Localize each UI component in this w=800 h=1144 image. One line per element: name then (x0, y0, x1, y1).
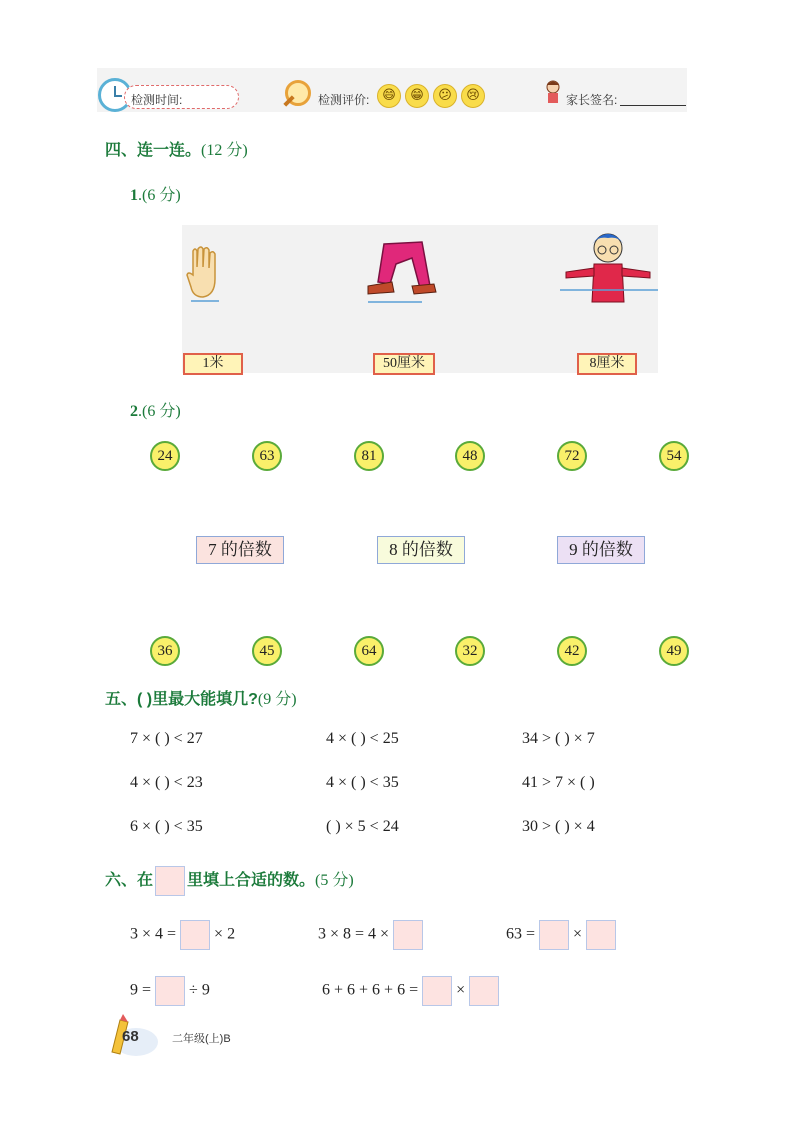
answer-box[interactable] (155, 976, 185, 1006)
equation-1: 3 × 4 = × 2 (130, 920, 235, 950)
number-circle[interactable]: 48 (455, 441, 485, 471)
number-circle[interactable]: 81 (354, 441, 384, 471)
section5-title: 五、( )里最大能填几?(9 分) (105, 691, 297, 708)
parent-sign-line[interactable] (620, 105, 686, 106)
multiples-of-7-box[interactable]: 7 的倍数 (196, 536, 284, 564)
page-number: 68 (122, 1028, 139, 1045)
boy-arms-spread-picture (558, 228, 660, 310)
inequality: 30 > ( ) × 4 (522, 818, 595, 835)
sad-face-icon[interactable]: 😢 (461, 84, 485, 108)
answer-box[interactable] (586, 920, 616, 950)
number-circle[interactable]: 63 (252, 441, 282, 471)
parent-sign-label: 家长签名: (566, 93, 618, 107)
label-8cm[interactable]: 8厘米 (577, 353, 637, 375)
q2-heading: 2.(6 分) (130, 403, 181, 420)
grade-label: 二年级(上)B (172, 1033, 231, 1045)
answer-box[interactable] (180, 920, 210, 950)
inequality: 4 × ( ) < 25 (326, 730, 399, 747)
happy-face-icon[interactable]: 😄 (377, 84, 401, 108)
number-circle[interactable]: 42 (557, 636, 587, 666)
number-circle[interactable]: 32 (455, 636, 485, 666)
label-50cm[interactable]: 50厘米 (373, 353, 435, 375)
example-box (155, 866, 185, 896)
grin-face-icon[interactable]: 😁 (405, 84, 429, 108)
section6-title: 六、在 里填上合适的数。(5 分) (105, 866, 354, 896)
number-circle[interactable]: 24 (150, 441, 180, 471)
label-1m[interactable]: 1米 (183, 353, 243, 375)
inequality: 41 > 7 × ( ) (522, 774, 595, 791)
child-icon (542, 78, 564, 104)
equation-5: 6 + 6 + 6 + 6 = × (322, 976, 499, 1006)
number-circle[interactable]: 64 (354, 636, 384, 666)
hand-picture (185, 243, 225, 303)
time-label: 检测时间: (131, 93, 183, 107)
inequality: 6 × ( ) < 35 (130, 818, 203, 835)
multiples-of-8-box[interactable]: 8 的倍数 (377, 536, 465, 564)
inequality: ( ) × 5 < 24 (326, 818, 399, 835)
answer-box[interactable] (539, 920, 569, 950)
number-circle[interactable]: 36 (150, 636, 180, 666)
inequality: 7 × ( ) < 27 (130, 730, 203, 747)
equation-4: 9 = ÷ 9 (130, 976, 210, 1006)
eval-label: 检测评价: (318, 93, 370, 107)
section4-title: 四、连一连。(12 分) (105, 142, 248, 159)
number-circle[interactable]: 49 (659, 636, 689, 666)
number-circle[interactable]: 72 (557, 441, 587, 471)
answer-box[interactable] (422, 976, 452, 1006)
answer-box[interactable] (393, 920, 423, 950)
q1-heading: 1.(6 分) (130, 187, 181, 204)
inequality: 4 × ( ) < 35 (326, 774, 399, 791)
multiples-of-9-box[interactable]: 9 的倍数 (557, 536, 645, 564)
number-circle[interactable]: 45 (252, 636, 282, 666)
inequality: 34 > ( ) × 7 (522, 730, 595, 747)
answer-box[interactable] (469, 976, 499, 1006)
equation-2: 3 × 8 = 4 × (318, 920, 423, 950)
inequality: 4 × ( ) < 23 (130, 774, 203, 791)
legs-picture (366, 240, 438, 306)
equation-3: 63 = × (506, 920, 616, 950)
confused-face-icon[interactable]: 😕 (433, 84, 457, 108)
number-circle[interactable]: 54 (659, 441, 689, 471)
